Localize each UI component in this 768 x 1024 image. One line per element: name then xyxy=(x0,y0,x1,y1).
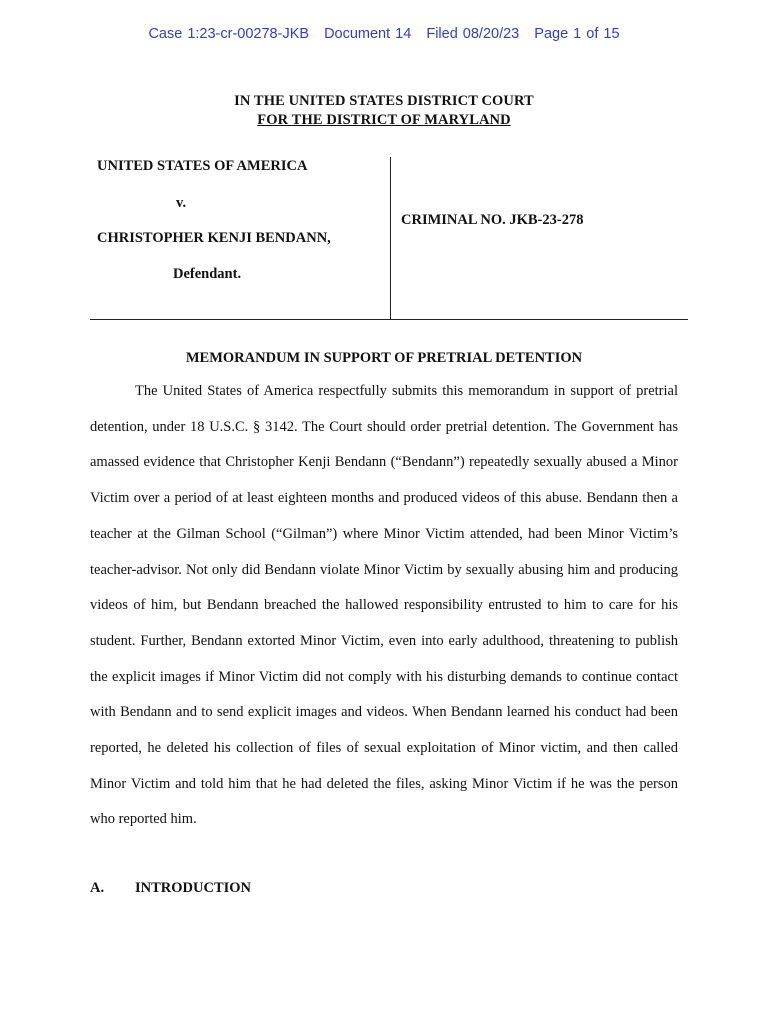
court-name: IN THE UNITED STATES DISTRICT COURT xyxy=(234,93,534,109)
document-number: Document 14 xyxy=(324,26,412,42)
memo-title: MEMORANDUM IN SUPPORT OF PRETRIAL DETENTION xyxy=(185,350,583,366)
caption-plaintiff: UNITED STATES OF AMERICA xyxy=(97,158,308,174)
criminal-number: CRIMINAL NO. JKB-23-278 xyxy=(401,212,584,228)
court-district: FOR THE DISTRICT OF MARYLAND xyxy=(257,112,511,128)
page-number: Page 1 of 15 xyxy=(534,26,620,42)
case-number: Case 1:23-cr-00278-JKB xyxy=(148,26,310,42)
section-heading xyxy=(90,880,251,897)
filing-header xyxy=(0,26,768,42)
section-title: INTRODUCTION xyxy=(135,880,252,896)
case-caption xyxy=(90,157,688,320)
section-number: A. xyxy=(90,880,105,896)
caption-divider xyxy=(390,157,391,319)
caption-versus: v. xyxy=(176,195,187,211)
caption-defendant-role: Defendant. xyxy=(173,266,242,282)
caption-defendant: CHRISTOPHER KENJI BENDANN, xyxy=(97,230,331,246)
body-paragraph: The United States of America respectfully submits this memorandum in support of pretrial detention, under 18 U.S.C. § 3142. The Court should order pretrial detention. The Government has amassed evidence that Christopher Kenji Bendann (“Bendann”) repeatedly sexually abused a Minor Victim over a period of at least eighteen months and produced videos of this abuse. Bendann then a teacher at the Gilman School (“Gilman”) where Minor Victim attended, had been Minor Victim’s teacher-advisor. Not only did Bendann violate Minor Victim by sexually abusing him and producing videos of him, but Bendann breached the hallowed responsibility entrusted to him to care for his student. Further, Bendann extorted Minor Victim, even into early adulthood, threatening to publish the explicit images if Minor Victim did not comply with his disturbing demands to continue contact with Bendann and to send explicit images and videos. When Bendann learned his conduct had been reported, he deleted his collection of files of sexual exploitation of Minor victim, and then called Minor Victim and told him that he had deleted the files, asking Minor Victim if he was the person who reported him. xyxy=(90,383,678,828)
filed-date: Filed 08/20/23 xyxy=(426,26,520,42)
